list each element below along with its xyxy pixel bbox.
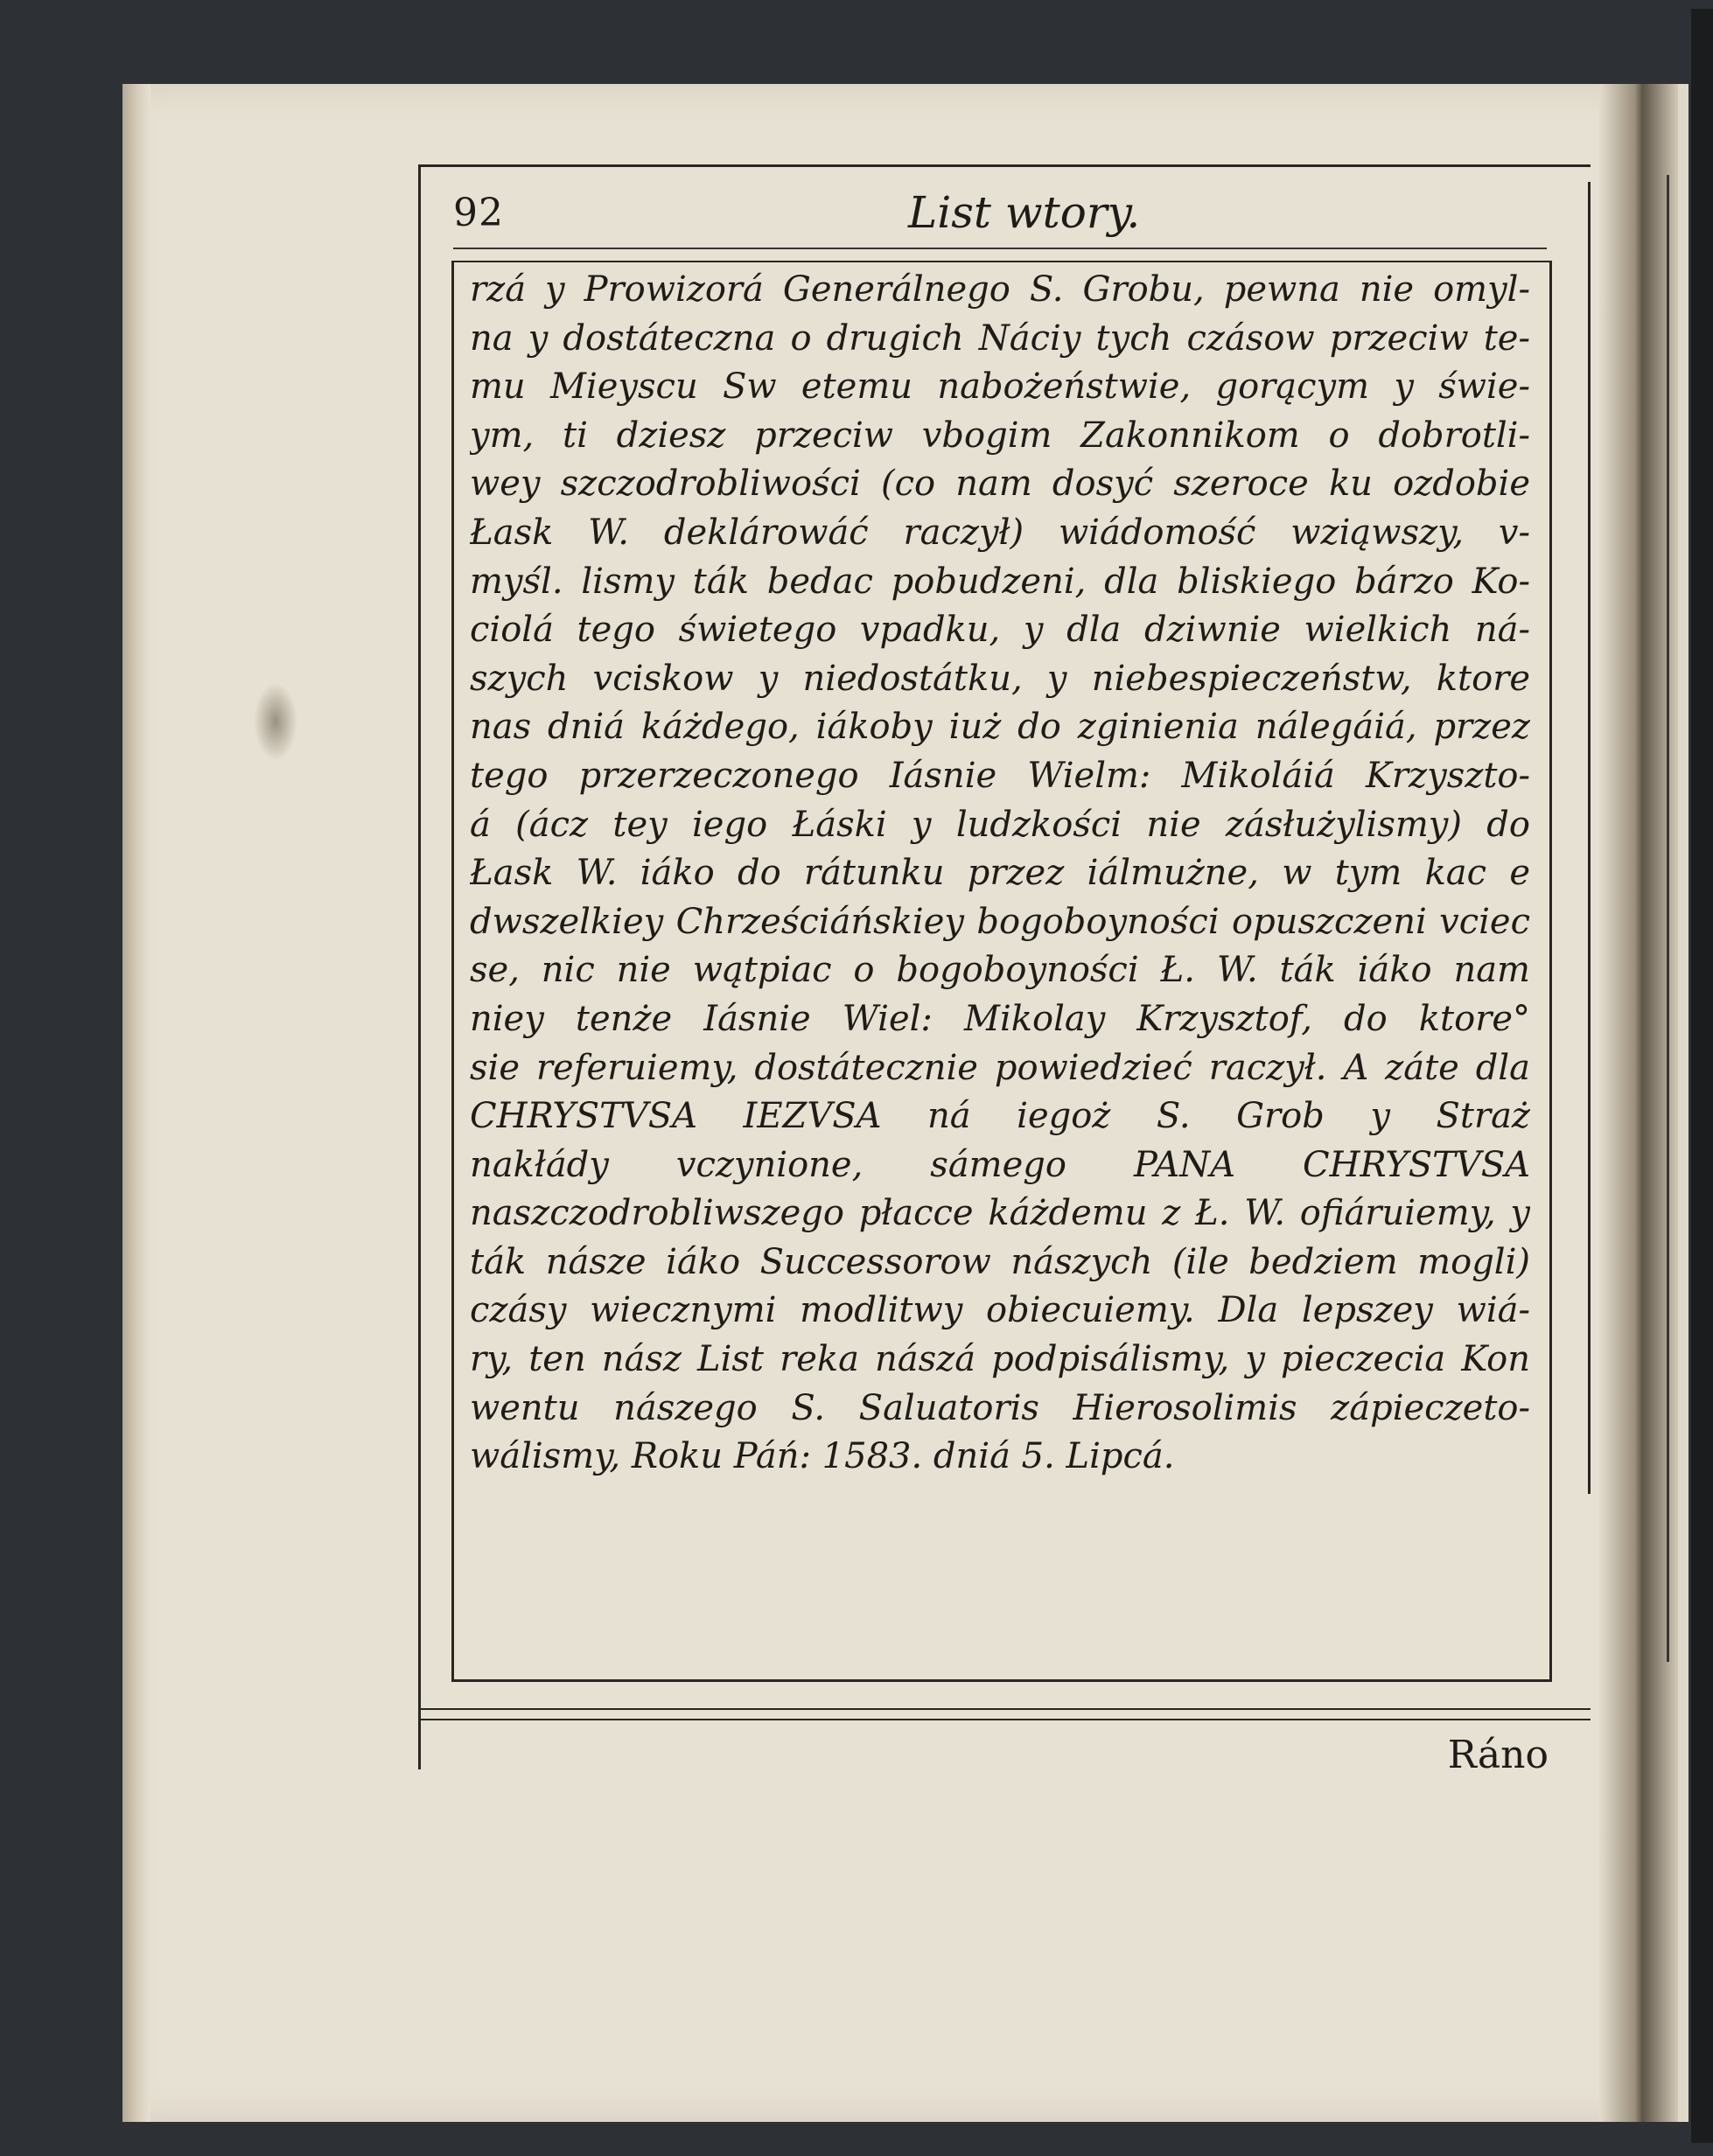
page-heading: List wtory.	[908, 187, 1141, 238]
text-line: czásy wiecznymi modlitwy obiecuiemy. Dla lepszey wiá-	[470, 1290, 1530, 1331]
text-line: á (ácz tey iego Łáski y ludzkości nie zásłużylismy) do	[470, 804, 1530, 845]
text-line: Łask W. deklárowáć raczył) wiádomość wziąwszy, v-	[470, 512, 1530, 553]
text-line: myśl. lismy ták bedac pobudzeni, dla bliskiego bárzo Ko-	[470, 561, 1530, 602]
text-line: Łask W. iáko do rátunku przez iálmużne, w tym kac e	[470, 853, 1530, 894]
bottom-rule	[418, 1719, 1591, 1720]
text-line: na y dostáteczna o drugich Náciy tych czásow przeciw te-	[470, 317, 1530, 359]
top-rule	[418, 164, 1591, 167]
text-line: ry, ten nász List reka nászá podpisálismy, y pieczecia Kon	[470, 1339, 1530, 1380]
running-head	[418, 187, 1591, 252]
text-box	[451, 261, 1552, 1682]
text-line: wálismy, Roku Páń: 1583. dniá 5. Lipcá.	[470, 1436, 1175, 1477]
text-line: naszczodrobliwszego płacce káżdemu z Ł. W. ofiáruiemy, y	[470, 1193, 1530, 1234]
text-line: se, nic nie wątpiac o bogoboyności Ł. W. ták iáko nam	[470, 950, 1530, 991]
text-line: nakłády vczynione, sámego PANA CHRYSTVSA	[470, 1144, 1530, 1185]
text-line: rzá y Prowizorá Generálnego S. Grobu, pewna nie omyl-	[470, 269, 1530, 310]
text-line: szych vciskow y niedostátku, y niebespieczeństw, ktore	[470, 658, 1530, 699]
page-left-edge	[122, 84, 150, 2122]
text-line: mu Mieyscu Sw etemu nabożeństwie, gorącym y świe-	[470, 366, 1530, 408]
body-text	[470, 266, 1530, 1482]
text-line: tego przerzeczonego Iásnie Wielm: Mikoláiá Krzyszto-	[470, 755, 1530, 796]
text-line: wentu nászego S. Saluatoris Hierosolimis zápieczeto-	[470, 1387, 1530, 1428]
heading-rule	[453, 248, 1547, 249]
text-line: dwszelkiey Chrześciáńskiey bogoboyności opuszczeni vciec	[470, 901, 1530, 942]
outer-left-rule	[418, 164, 421, 1769]
color-scale-bar	[1691, 9, 1713, 2143]
facing-page-rule	[1667, 175, 1669, 1662]
text-line: ták násze iáko Successorow nászych (ile bedziem mogli)	[470, 1241, 1530, 1282]
text-line: nas dniá káżdego, iákoby iuż do zginienia nálegáiá, przez	[470, 707, 1530, 748]
printed-text-frame	[418, 164, 1591, 1777]
text-line: niey tenże Iásnie Wiel: Mikolay Krzysztof, do ktore°	[470, 998, 1530, 1039]
bottom-rule	[418, 1708, 1591, 1710]
page-number: 92	[453, 191, 504, 235]
outer-right-rule	[1588, 182, 1591, 1494]
text-line: CHRYSTVSA IEZVSA ná iegoż S. Grob y Straż	[470, 1096, 1530, 1137]
catchword: Ráno	[1447, 1733, 1549, 1777]
text-line: ym, ti dziesz przeciw vbogim Zakonnikom o dobrotli-	[470, 415, 1530, 456]
text-line: wey szczodrobliwości (co nam dosyć szeroce ku ozdobie	[470, 464, 1530, 505]
paper-stain	[254, 682, 297, 761]
text-line: sie referuiemy, dostátecznie powiedzieć raczył. A záte dla	[470, 1047, 1530, 1088]
text-line: ciolá tego świetego vpadku, y dla dziwnie wielkich ná-	[470, 610, 1530, 651]
